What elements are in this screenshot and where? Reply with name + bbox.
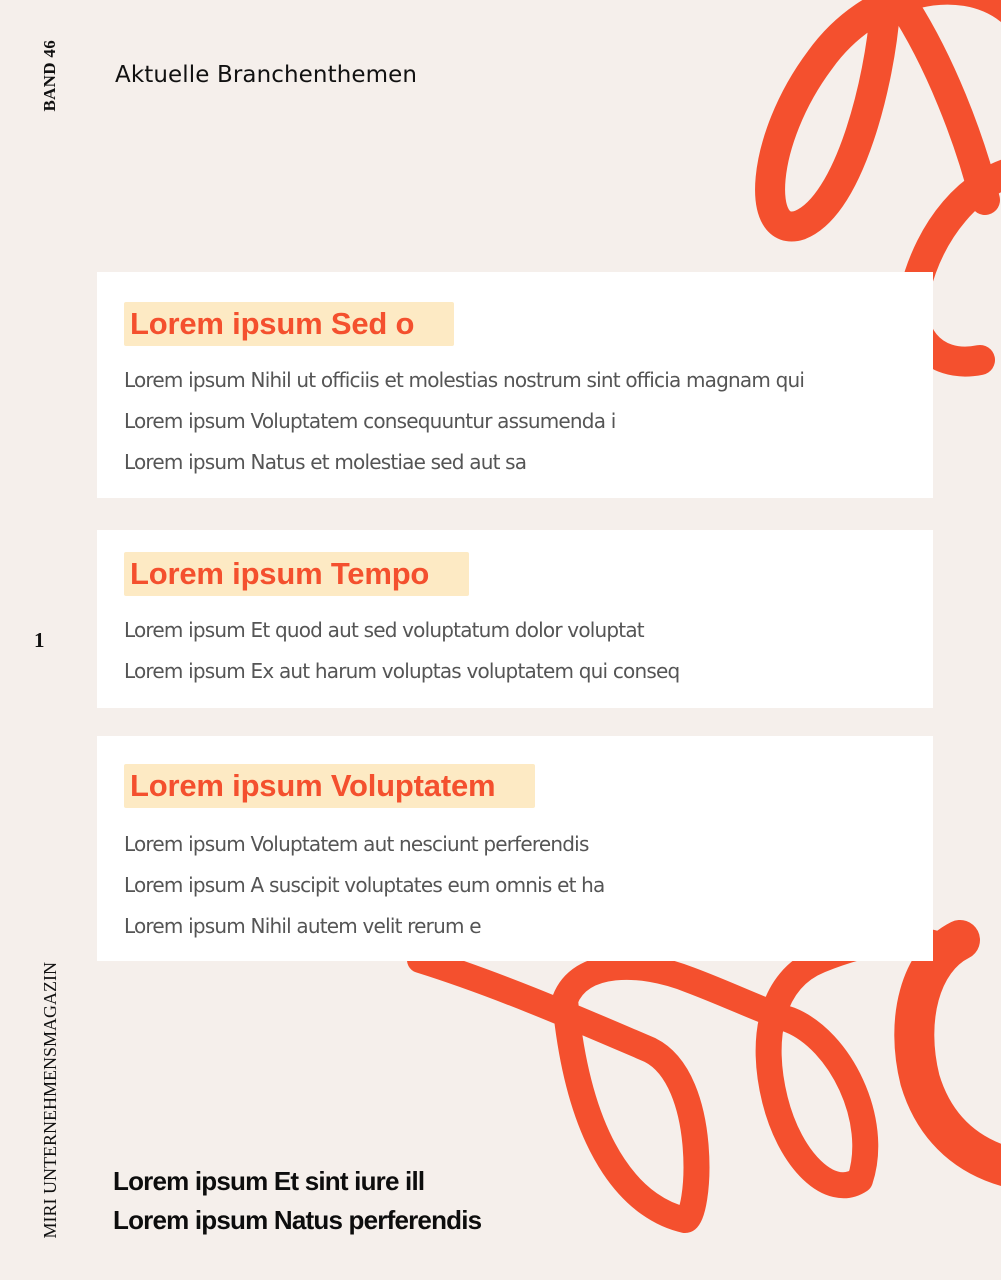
footer-teaser bbox=[113, 1162, 481, 1240]
card-heading: Lorem ipsum Sed o bbox=[124, 302, 454, 346]
card-heading: Lorem ipsum Voluptatem bbox=[124, 764, 535, 808]
card-line: Lorem ipsum Nihil autem velit rerum e bbox=[124, 914, 481, 938]
footer-line: Lorem ipsum Natus perferendis bbox=[113, 1205, 482, 1235]
card-line: Lorem ipsum Natus et molestiae sed aut sa bbox=[124, 450, 527, 474]
card-line: Lorem ipsum Nihil ut officiis et molestias nostrum sint officia magnam qui bbox=[124, 368, 805, 392]
card-heading: Lorem ipsum Tempo bbox=[124, 552, 469, 596]
footer-line: Lorem ipsum Et sint iure ill bbox=[113, 1166, 425, 1196]
magazine-name: MIRI UNTERNEHMENSMAGAZIN bbox=[40, 962, 60, 1239]
issue-band-label: BAND 46 bbox=[40, 40, 59, 112]
card-line: Lorem ipsum Ex aut harum voluptas voluptatem qui conseq bbox=[124, 659, 680, 683]
card-line: Lorem ipsum Voluptatem aut nesciunt perferendis bbox=[124, 832, 589, 856]
page-number: 1 bbox=[34, 628, 45, 652]
card-line: Lorem ipsum Voluptatem consequuntur assumenda i bbox=[124, 409, 616, 433]
topic-card-2 bbox=[97, 530, 933, 708]
topic-card-3 bbox=[97, 736, 933, 961]
card-line: Lorem ipsum A suscipit voluptates eum omnis et ha bbox=[124, 873, 605, 897]
topic-card-1 bbox=[97, 272, 933, 498]
card-line: Lorem ipsum Et quod aut sed voluptatum dolor voluptat bbox=[124, 618, 644, 642]
section-title: Aktuelle Branchenthemen bbox=[115, 62, 418, 88]
